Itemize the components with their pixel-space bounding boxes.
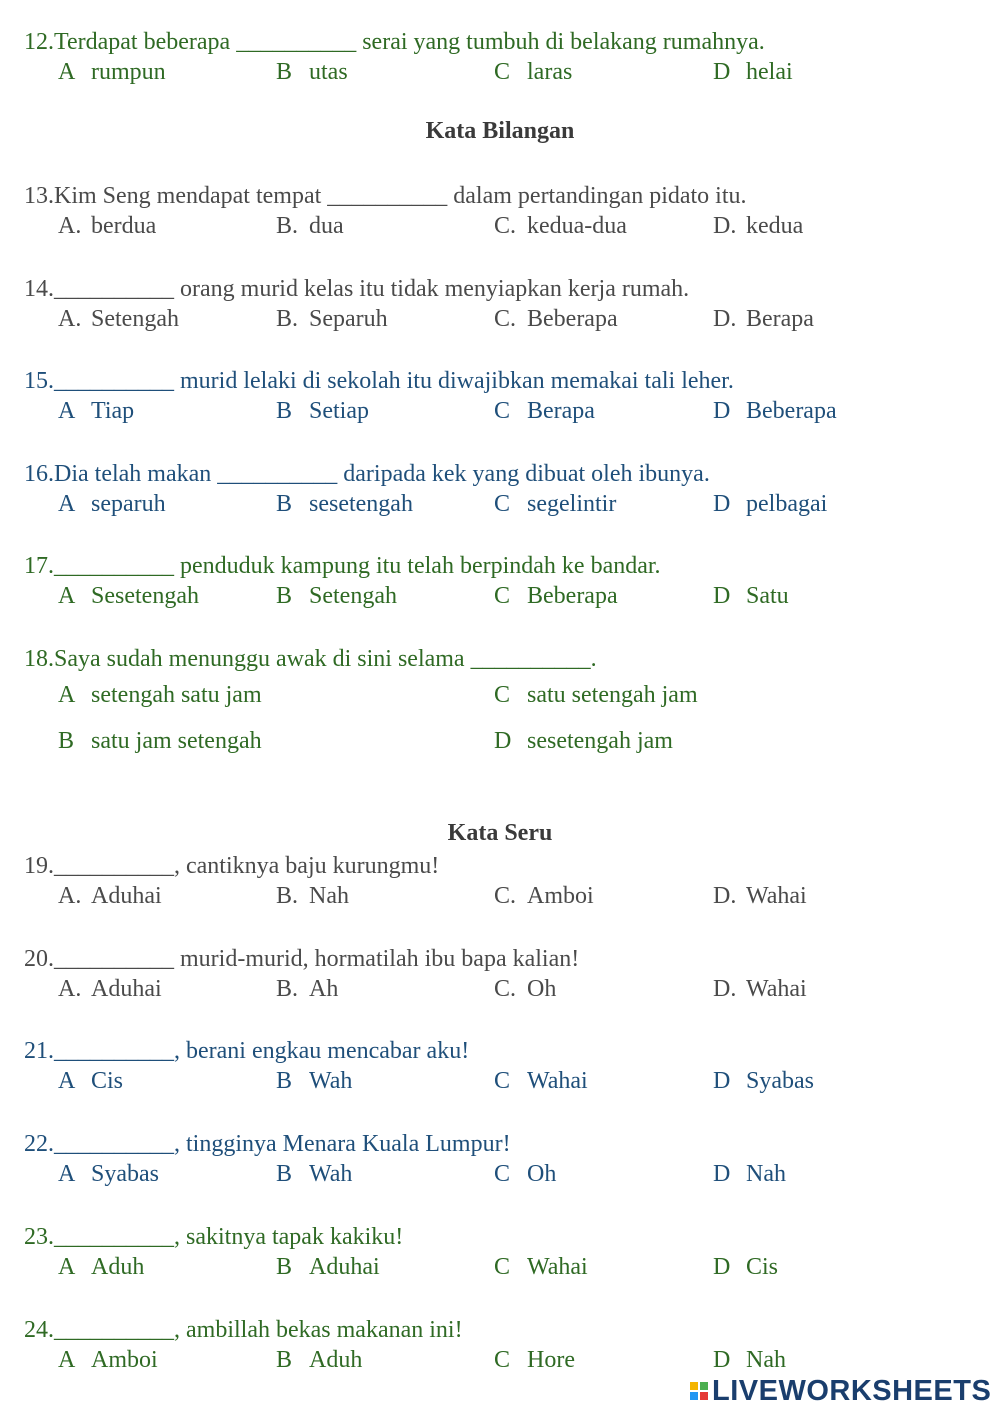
question-stem: 13.Kim Seng mendapat tempat __________ dalam pertandingan pidato itu. xyxy=(24,183,747,209)
question-12 xyxy=(24,27,984,87)
option-b[interactable]: B. dua xyxy=(276,213,344,239)
option-c[interactable]: C. Oh xyxy=(494,976,557,1002)
option-c[interactable]: C segelintir xyxy=(494,491,617,517)
option-c[interactable]: C Hore xyxy=(494,1347,575,1373)
question-19 xyxy=(24,851,984,911)
option-c[interactable]: C Wahai xyxy=(494,1068,588,1094)
option-a[interactable]: A setengah satu jam xyxy=(58,682,262,708)
option-a[interactable]: A Syabas xyxy=(58,1161,159,1187)
logo-text: LIVEWORKSHEETS xyxy=(712,1374,992,1407)
options-row xyxy=(24,1345,984,1375)
option-d[interactable]: D Nah xyxy=(713,1161,786,1187)
option-a[interactable]: A. Aduhai xyxy=(58,883,162,909)
option-d[interactable]: D. Wahai xyxy=(713,976,807,1002)
options-row xyxy=(24,581,984,611)
option-c[interactable]: C. Amboi xyxy=(494,883,594,909)
option-a[interactable]: A Sesetengah xyxy=(58,583,199,609)
section-heading-kata-seru: Kata Seru xyxy=(447,820,553,846)
option-a[interactable]: A Tiap xyxy=(58,398,135,424)
option-a[interactable]: A Cis xyxy=(58,1068,124,1094)
question-17 xyxy=(24,551,984,611)
option-d[interactable]: D. Wahai xyxy=(713,883,807,909)
option-c[interactable]: C Berapa xyxy=(494,398,595,424)
option-a[interactable]: A separuh xyxy=(58,491,166,517)
question-stem: 19.__________, cantiknya baju kurungmu! xyxy=(24,853,440,879)
option-c[interactable]: C Oh xyxy=(494,1161,557,1187)
option-c[interactable]: C laras xyxy=(494,59,573,85)
option-a[interactable]: A. berdua xyxy=(58,213,157,239)
option-a[interactable]: A. Setengah xyxy=(58,306,179,332)
option-d[interactable]: D pelbagai xyxy=(713,491,828,517)
question-stem: 16.Dia telah makan __________ daripada kek yang dibuat oleh ibunya. xyxy=(24,461,710,487)
question-stem: 23.__________, sakitnya tapak kakiku! xyxy=(24,1224,404,1250)
question-stem: 15.__________ murid lelaki di sekolah itu diwajibkan memakai tali leher. xyxy=(24,368,734,394)
options-row xyxy=(24,57,984,87)
options-row xyxy=(24,881,984,911)
options-row xyxy=(24,211,984,241)
option-a[interactable]: A Amboi xyxy=(58,1347,158,1373)
option-c[interactable]: C. kedua-dua xyxy=(494,213,627,239)
option-d[interactable]: D helai xyxy=(713,59,793,85)
option-b[interactable]: B. Nah xyxy=(276,883,349,909)
liveworksheets-logo-icon xyxy=(690,1382,708,1400)
liveworksheets-logo[interactable] xyxy=(690,1374,991,1408)
question-21 xyxy=(24,1036,984,1096)
question-stem: 18.Saya sudah menunggu awak di sini selama __________. xyxy=(24,646,597,672)
option-d[interactable]: D sesetengah jam xyxy=(494,728,673,754)
question-23 xyxy=(24,1222,984,1282)
options-grid xyxy=(24,674,984,770)
question-22 xyxy=(24,1129,984,1189)
option-b[interactable]: B Wah xyxy=(276,1068,353,1094)
option-c[interactable]: C Beberapa xyxy=(494,583,618,609)
question-14 xyxy=(24,274,984,334)
section-heading-kata-bilangan: Kata Bilangan xyxy=(425,118,575,144)
option-c[interactable]: C Wahai xyxy=(494,1254,588,1280)
options-row xyxy=(24,304,984,334)
options-row xyxy=(24,489,984,519)
option-b[interactable]: B. Separuh xyxy=(276,306,388,332)
options-row xyxy=(24,396,984,426)
option-d[interactable]: D. Berapa xyxy=(713,306,814,332)
option-a[interactable]: A Aduh xyxy=(58,1254,145,1280)
option-b[interactable]: B Aduhai xyxy=(276,1254,380,1280)
option-b[interactable]: B Wah xyxy=(276,1161,353,1187)
option-d[interactable]: D. kedua xyxy=(713,213,804,239)
question-stem: 22.__________, tingginya Menara Kuala Lumpur! xyxy=(24,1131,511,1157)
question-20 xyxy=(24,944,984,1004)
question-stem: 17.__________ penduduk kampung itu telah berpindah ke bandar. xyxy=(24,553,661,579)
option-c[interactable]: C. Beberapa xyxy=(494,306,618,332)
options-row xyxy=(24,1066,984,1096)
question-stem: 20.__________ murid-murid, hormatilah ibu bapa kalian! xyxy=(24,946,580,972)
question-stem: 21.__________, berani engkau mencabar aku! xyxy=(24,1038,470,1064)
options-row xyxy=(24,974,984,1004)
option-c[interactable]: C satu setengah jam xyxy=(494,682,698,708)
option-b[interactable]: B Setengah xyxy=(276,583,397,609)
question-stem: 14.__________ orang murid kelas itu tidak menyiapkan kerja rumah. xyxy=(24,276,690,302)
question-stem: 12.Terdapat beberapa __________ serai yang tumbuh di belakang rumahnya. xyxy=(24,29,765,55)
options-row xyxy=(24,1159,984,1189)
question-stem: 24.__________, ambillah bekas makanan ini! xyxy=(24,1317,463,1343)
option-d[interactable]: D Satu xyxy=(713,583,789,609)
question-13 xyxy=(24,181,984,241)
option-a[interactable]: A. Aduhai xyxy=(58,976,162,1002)
option-d[interactable]: D Syabas xyxy=(713,1068,814,1094)
option-d[interactable]: D Cis xyxy=(713,1254,779,1280)
option-b[interactable]: B Aduh xyxy=(276,1347,363,1373)
option-d[interactable]: D Beberapa xyxy=(713,398,837,424)
question-24 xyxy=(24,1315,984,1375)
option-d[interactable]: D Nah xyxy=(713,1347,786,1373)
option-b[interactable]: B Setiap xyxy=(276,398,369,424)
option-b[interactable]: B utas xyxy=(276,59,348,85)
question-18 xyxy=(24,644,984,770)
option-b[interactable]: B sesetengah xyxy=(276,491,413,517)
option-b[interactable]: B satu jam setengah xyxy=(58,728,262,754)
option-b[interactable]: B. Ah xyxy=(276,976,339,1002)
question-16 xyxy=(24,459,984,519)
options-row xyxy=(24,1252,984,1282)
question-15 xyxy=(24,366,984,426)
option-a[interactable]: A rumpun xyxy=(58,59,166,85)
